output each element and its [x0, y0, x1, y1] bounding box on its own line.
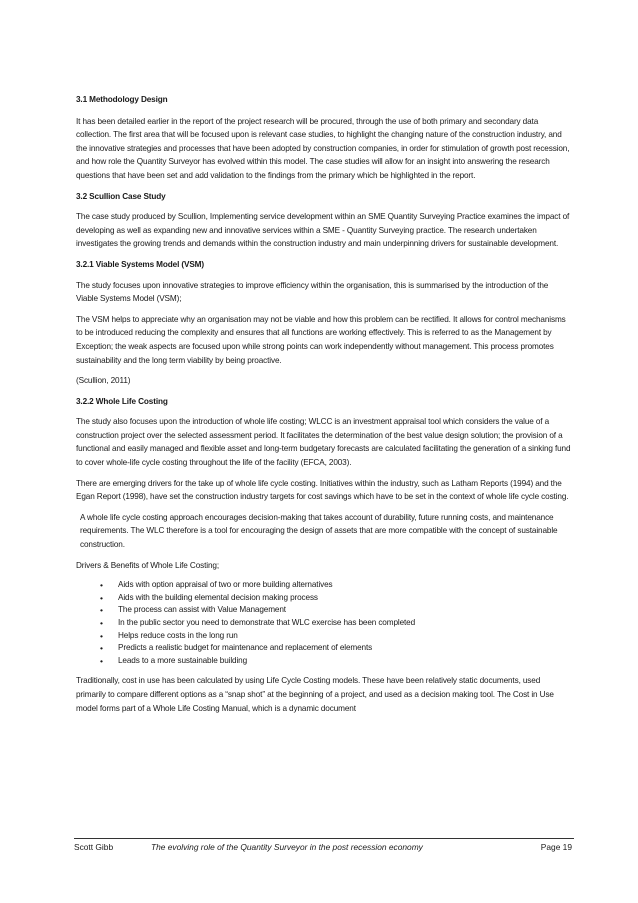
list-item: • In the public sector you need to demonstrate that WLC exercise has been completed — [76, 617, 571, 630]
paragraph-vsm-intro: The study focuses upon innovative strategies to improve efficiency within the organisation, this is summarised by the introduction of the Viable Systems Model (VSM); — [76, 280, 549, 304]
list-item: • Helps reduce costs in the long run — [76, 630, 571, 643]
paragraph-wlc-drivers: There are emerging drivers for the take up of whole life cycle costing. Initiatives within the industry, such as Latham Reports (1994) and the Egan Report (1998), have set the construction industry targets for cost savings which have to be set in the context of whole life cycle costing. — [76, 478, 569, 502]
heading-3-1: 3.1 Methodology Design — [76, 95, 168, 104]
heading-3-2-2: 3.2.2 Whole Life Costing — [76, 396, 168, 406]
paragraph-vsm-detail: The VSM helps to appreciate why an organisation may not be viable and how this problem can be rectified. It allows for control mechanisms to be introduced reducing the complexity and ensures that all functions are working effectively. This is referred to as the Management by Exception; the weak aspects are focused upon while strong points can work independently without management. This process promotes sustainability and the long term viability by being proactive. — [76, 314, 566, 365]
benefits-list — [76, 579, 571, 667]
footer-author: Scott Gibb — [74, 842, 114, 852]
paragraph-wlc-approach: A whole life cycle costing approach encourages decision-making that takes account of durability, future running costs, and maintenance requirements. The WLC therefore is a tool for encouraging the design of assets that are more compatible with the concept of sustainable construction. — [80, 512, 558, 550]
footer-document-title: The evolving role of the Quantity Surveyor in the post recession economy — [151, 842, 423, 852]
paragraph-drivers-benefits-label: Drivers & Benefits of Whole Life Costing; — [76, 560, 219, 570]
list-item: • The process can assist with Value Management — [76, 604, 571, 617]
citation-scullion: (Scullion, 2011) — [76, 376, 131, 386]
paragraph-wlc-intro: The study also focuses upon the introduction of whole life costing; WLCC is an investment appraisal tool which considers the value of a construction project over the selected assessment period. It facilitates the determination of the best value design solution; the provision of a functional and easily managed and flexible asset and long-term budgetary forecasts are calculated facilitating the generation of a sinking fund to cover whole-life cycle costing throughout the life of the facility (EFCA, 2003). — [76, 417, 571, 468]
list-item: • Aids with the building elemental decision making process — [76, 592, 571, 605]
list-item: • Aids with option appraisal of two or more building alternatives — [76, 579, 571, 592]
paragraph-methodology: It has been detailed earlier in the report of the project research will be procured, through the use of both primary and secondary data collection. The first area that will be focused upon is relevant case studies, to highlight the changing nature of the construction industry, and the innovative strategies and processes that have been adopted by construction companies, in order for stimulation of growth post recession, and how role the Quantity Surveyor has evolved within this model. The case studies will allow for an insight into answering the research questions that have been set and add validation to the findings from the primary which be highlighted in the report. — [76, 116, 570, 180]
heading-3-2: 3.2 Scullion Case Study — [76, 191, 166, 201]
list-item: • Leads to a more sustainable building — [76, 655, 571, 668]
page-body — [76, 93, 571, 722]
list-item: • Predicts a realistic budget for maintenance and replacement of elements — [76, 642, 571, 655]
footer-divider — [74, 838, 574, 839]
paragraph-scullion-case-study: The case study produced by Scullion, Implementing service development within an SME Quantity Surveying Practice examines the impact of developing as well as expanding new and innovative services within a SME - Quantity Surveying practice. The research undertaken investigates the growing trends and demands within the construction industry and main underpinning drivers for sustainable development. — [76, 212, 570, 249]
heading-3-2-1: 3.2.1 Viable Systems Model (VSM) — [76, 259, 204, 269]
footer-page-number: Page 19 — [540, 842, 572, 852]
paragraph-cost-in-use: Traditionally, cost in use has been calculated by using Life Cycle Costing models. These have been relatively static documents, used primarily to compare different options as a “snap shot” at the beginning of a project, and used as a decision making tool. The Cost in Use model forms part of a Whole Life Costing Manual, which is a dynamic document — [76, 676, 554, 713]
